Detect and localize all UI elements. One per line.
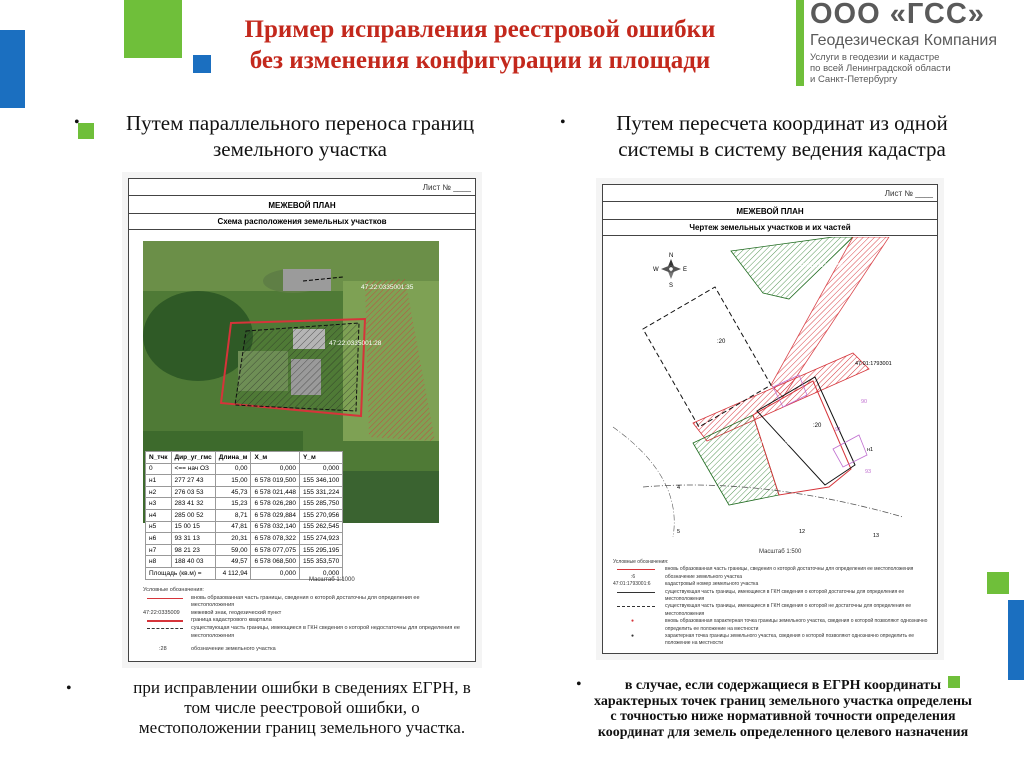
legend-code: 47:22:0335009 [143,609,180,616]
table-cell: 155 270,956 [300,509,343,521]
table-cell: н6 [146,533,172,545]
table-cell: 93 31 13 [171,533,215,545]
table-row [146,556,343,568]
right-heading-line: Путем пересчета координат из одной [616,111,948,135]
table-cell: н7 [146,544,172,556]
legend-text: существующая часть границы, имеющиеся в ГКН сведения о которой недостаточны для определения ее местоположения [191,624,460,639]
table-cell: 155 346,100 [300,475,343,487]
logo-brand: ООО «ГСС» [810,0,985,30]
legend-item [143,610,463,618]
table-cell: 15 00 15 [171,521,215,533]
table-cell: 0,00 [215,463,251,475]
table-cell: 0,000 [251,463,300,475]
table-cell: 155 274,923 [300,533,343,545]
legend-item [613,566,931,573]
legend-line [617,569,655,570]
plan-scale: Масштаб 1:1000 [309,577,355,583]
table-cell: 45,73 [215,486,251,498]
table-cell: 4 112,94 [215,567,251,579]
sheet-number: Лист № ____ [884,189,933,198]
table-cell: 6 578 068,500 [251,556,300,568]
deco-square-green [987,572,1009,594]
table-cell: 6 578 019,500 [251,475,300,487]
parcel-label: 47:22:0335001:35 [361,284,414,291]
table-cell: 15,00 [215,475,251,487]
table-cell: н2 [146,486,172,498]
table-cell: 188 40 03 [171,556,215,568]
legend [613,559,931,648]
table-cell: н8 [146,556,172,568]
compass-s: S [669,283,674,289]
legend-item [143,595,463,610]
table-cell: 0,000 [300,463,343,475]
cadastral-drawing [603,237,937,547]
table-cell: 285 00 52 [171,509,215,521]
table-row [146,509,343,521]
bullet-icon: • [66,680,72,697]
slide-title [180,14,780,76]
right-caption-line: в случае, если содержащиеся в ЕГРН координаты [624,678,942,693]
parcel-label: 47:01:1793001:23 [757,441,802,447]
table-cell: 6 578 029,884 [251,509,300,521]
right-caption-line: координат для земель определенного целевого назначения [597,724,969,740]
compass-w: W [653,267,659,273]
right-caption-line: с точностью ниже нормативной точности определения [610,709,956,724]
table-cell: Площадь (кв.м) = [146,567,216,579]
table-cell: 59,00 [215,544,251,556]
legend-code: :6 [631,573,636,580]
table-row [146,463,343,475]
legend-line [147,598,183,599]
table-column-header: Длина_м [215,452,251,464]
legend-line [147,628,183,629]
table-cell: н5 [146,521,172,533]
table-row [146,521,343,533]
legend-item [613,618,931,633]
right-heading-line: системы в систему ведения кадастра [618,137,946,161]
table-cell: н1 [146,475,172,487]
frame-line [129,229,475,230]
parcel-label: 47:22:0335001:28 [329,340,382,347]
left-heading [100,110,500,162]
legend-text: обозначение земельного участка [665,573,742,580]
logo-services-line: по всей Ленинградской области [810,63,951,74]
legend-item [613,581,931,588]
compass-e: E [683,267,688,273]
table-row [146,486,343,498]
left-caption-line: том числе реестровой ошибки, о [184,698,420,717]
table-cell: 277 27 43 [171,475,215,487]
table-cell: 283 41 32 [171,498,215,510]
quarter-label: 47:01:1793001 [855,361,892,367]
point-label: 4 [677,485,681,491]
legend-text: характерная точка границы земельного участка, сведения о которой позволяют однозначно определить ее положение на местности [665,633,915,647]
right-caption-line: характерных точек границ земельного участка определены [594,693,972,709]
frame-line [129,213,475,214]
table-row [146,475,343,487]
table-column-header: Y_м [300,452,343,464]
table-cell: 8,71 [215,509,251,521]
legend-title: Условные обозначения: [613,559,669,565]
legend-text: кадастровый номер земельного участка [665,581,759,588]
table-cell: 15,23 [215,498,251,510]
plan-subheader: Схема расположения земельных участков [217,217,387,226]
table-cell: н4 [146,509,172,521]
legend-text: вновь образованная характерная точка границы земельного участка, сведения о которой позволяют однозначно определить ее положение на местности [665,618,928,632]
parcel-label: :20 [813,423,822,429]
left-heading-line: земельного участка [213,137,387,161]
parcel-label: 47:01:1793001:96 [799,263,844,269]
table-column-header: X_м [251,452,300,464]
table-cell: 6 578 032,140 [251,521,300,533]
legend-item [143,617,463,625]
frame-line [603,219,937,220]
title-line-2: без изменения конфигурации и площади [249,47,711,74]
table-cell: <== нач ОЗ [171,463,215,475]
table-cell: 20,31 [215,533,251,545]
point-label: 13 [873,533,880,539]
sheet-number: Лист № ____ [422,183,471,192]
legend-item [613,633,931,648]
table-cell: 0,000 [251,567,300,579]
deco-square-blue [1008,600,1024,680]
logo-services-line: и Санкт-Петербургу [810,74,898,85]
legend-line [617,592,655,593]
table-column-header: N_тчк [146,452,172,464]
bullet-icon: • [74,114,80,131]
legend-line [617,606,655,607]
point-label: н1 [867,447,874,453]
plan-subheader: Чертеж земельных участков и их частей [689,223,851,232]
left-caption-line: местоположении границ земельного участка. [138,718,466,737]
deco-square-green [124,0,182,58]
deco-square-green [78,123,94,139]
parcel-label: :20 [717,339,726,345]
table-cell: 6 578 077,075 [251,544,300,556]
logo-services-line: Услуги в геодезии и кадастре [810,52,940,63]
legend-point-icon: ● [631,618,635,625]
table-cell: 155 295,195 [300,544,343,556]
left-caption-line: при исправлении ошибки в сведениях ЕГРН, в [133,678,471,697]
deco-square-blue [0,30,25,108]
title-line-1: Пример исправления реестровой ошибки [244,16,716,43]
logo-subtitle: Геодезическая Компания [810,32,998,49]
bullet-icon: • [560,114,566,131]
table-cell: 0 [146,463,172,475]
table-cell: 6 578 078,322 [251,533,300,545]
point-label: 12 [799,529,806,535]
legend-item [613,603,931,618]
table-cell: 6 578 021,448 [251,486,300,498]
frame-line [129,195,475,196]
plan-header: МЕЖЕВОЙ ПЛАН [268,201,336,210]
table-cell: 47,81 [215,521,251,533]
table-cell: 98 21 23 [171,544,215,556]
point-label: 5 [677,529,681,535]
left-caption [96,678,508,738]
legend-title: Условные обозначения: [143,587,204,593]
frame-line [603,201,937,202]
legend-text: вновь образованная часть границы, сведения о которой достаточны для определения ее местоположения [665,566,914,573]
table-cell: 6 578 026,280 [251,498,300,510]
compass-n: N [669,253,674,259]
legend-text: вновь образованная часть границы, сведения о которой достаточны для определения ее местоположения [191,594,420,609]
legend-line [147,620,183,622]
plan-scale: Масштаб 1:500 [759,549,802,555]
left-survey-plan [128,178,476,662]
legend-item [613,574,931,581]
right-survey-plan [602,184,938,654]
legend-item [143,646,463,654]
legend-text: обозначение земельного участка [191,646,276,653]
bullet-icon: • [576,676,582,693]
legend-code: 47:01:1793001:6 [613,581,651,588]
right-caption [566,678,1000,740]
table-cell: 49,57 [215,556,251,568]
legend-text: межевой знак, геодезический пункт [191,609,282,616]
legend-code: :28 [159,646,167,653]
point-label: 90 [861,399,868,405]
table-column-header: Дир_уг_гмс [171,452,215,464]
table-row [146,544,343,556]
table-cell: 155 285,750 [300,498,343,510]
coordinates-table [145,451,343,580]
table-cell: 155 331,224 [300,486,343,498]
point-label: 93 [865,469,872,475]
legend-text: граница кадастрового квартала [191,617,272,624]
logo-services [810,52,951,85]
point-label: 91 [835,427,842,433]
table-row [146,498,343,510]
table-cell: 155 262,545 [300,521,343,533]
table-cell: н3 [146,498,172,510]
frame-line [603,235,937,236]
legend-item [613,589,931,604]
table-row [146,533,343,545]
legend [143,587,463,654]
table-cell: 0,000 [300,567,343,579]
right-heading [582,110,982,162]
company-logo [796,0,1024,86]
plan-header: МЕЖЕВОЙ ПЛАН [736,207,804,216]
legend-text: существующая часть границы, имеющиеся в ГКН сведения о которой не достаточны для определения ее местоположения [665,603,912,617]
table-cell: 276 03 53 [171,486,215,498]
logo-stripe [796,0,804,86]
legend-item [143,625,463,640]
legend-text: существующая часть границы, имеющиеся в ГКН сведения о которой достаточны для определения ее местоположения [665,588,905,603]
table-cell: 155 353,570 [300,556,343,568]
left-heading-line: Путем параллельного переноса границ [125,111,475,135]
legend-point-icon: ● [631,633,635,640]
